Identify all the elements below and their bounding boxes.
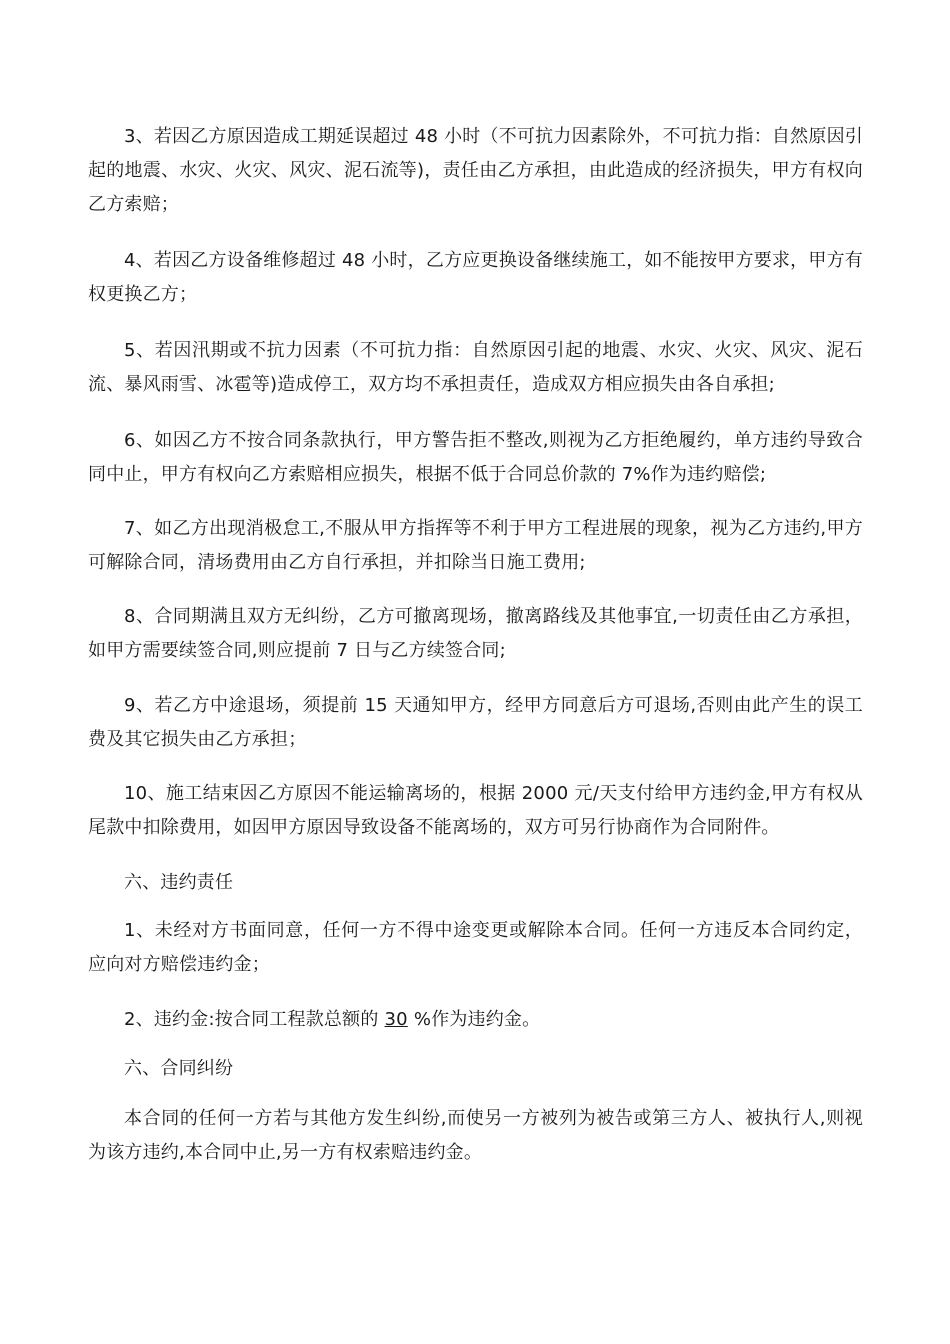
section-title-dispute: 六、合同纠纷 <box>124 1058 234 1079</box>
clause-4: 4、若因乙方设备维修超过 48 小时，乙方应更换设备继续施工，如不能按甲方要求，甲方有权更换乙方； <box>88 250 863 305</box>
breach-item-2-prefix: 2、违约金:按合同工程款总额的 <box>124 1009 379 1030</box>
dispute-body: 本合同的任何一方若与其他方发生纠纷,而使另一方被列为被告或第三方人、被执行人,则视为该方违约,本合同中止,另一方有权索赔违约金。 <box>88 1108 863 1163</box>
clause-10: 10、施工结束因乙方原因不能运输离场的，根据 2000 元/天支付给甲方违约金,甲方有权从尾款中扣除费用，如因甲方原因导致设备不能离场的，双方可另行协商作为合同附件。 <box>88 783 863 838</box>
breach-rate-value: 30 <box>384 1009 408 1030</box>
clause-8: 8、合同期满且双方无纠纷，乙方可撤离现场，撤离路线及其他事宜,一切责任由乙方承担，如甲方需要续签合同,则应提前 7 日与乙方续签合同; <box>88 606 863 661</box>
clause-3: 3、若因乙方原因造成工期延误超过 48 小时（不可抗力因素除外，不可抗力指：自然原因引起的地震、水灾、火灾、风灾、泥石流等)，责任由乙方承担，由此造成的经济损失，甲方有权向乙方索赔； <box>88 126 863 215</box>
clause-5: 5、若因汛期或不抗力因素（不可抗力指：自然原因引起的地震、水灾、火灾、风灾、泥石流、暴风雨雪、冰雹等)造成停工，双方均不承担责任，造成双方相应损失由各自承担; <box>88 340 863 395</box>
breach-item-2 <box>88 1003 863 1037</box>
clause-6: 6、如因乙方不按合同条款执行，甲方警告拒不整改,则视为乙方拒绝履约，单方违约导致合同中止，甲方有权向乙方索赔相应损失，根据不低于合同总价款的 7%作为违约赔偿; <box>88 430 863 485</box>
section-title-breach: 六、违约责任 <box>124 872 234 893</box>
breach-item-1: 1、未经对方书面同意，任何一方不得中途变更或解除本合同。任何一方违反本合同约定，应向对方赔偿违约金； <box>88 920 863 975</box>
clause-7: 7、如乙方出现消极怠工,不服从甲方指挥等不利于甲方工程进展的现象，视为乙方违约,甲方可解除合同，清场费用由乙方自行承担，并扣除当日施工费用; <box>88 518 863 573</box>
clause-9: 9、若乙方中途退场，须提前 15 天通知甲方，经甲方同意后方可退场,否则由此产生的误工费及其它损失由乙方承担； <box>88 695 863 750</box>
breach-item-2-suffix: %作为违约金。 <box>413 1009 541 1030</box>
